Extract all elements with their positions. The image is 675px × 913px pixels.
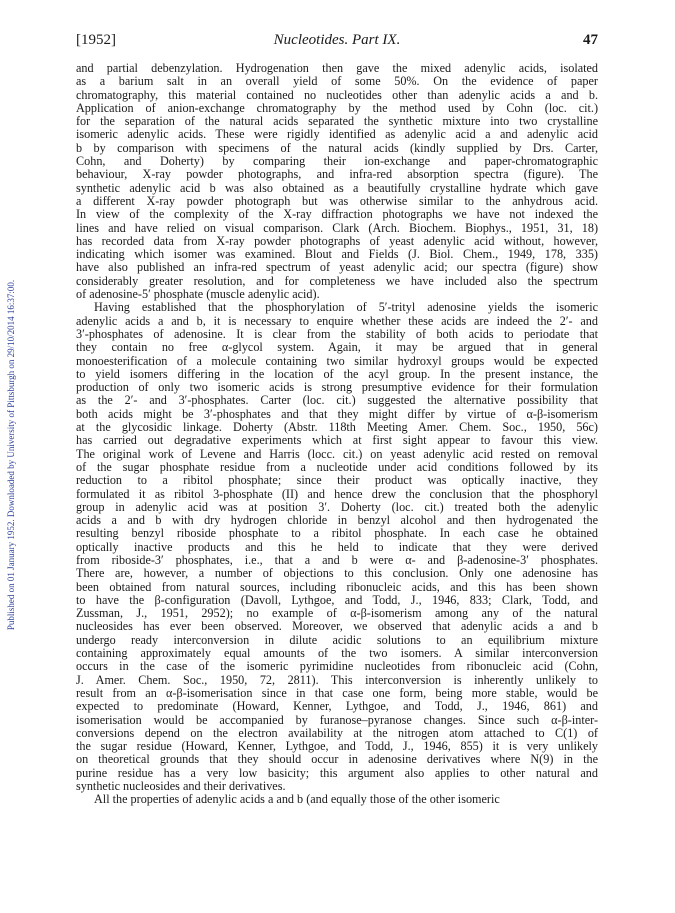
text-line: There are, however, a number of objections to this conclusion. Only one adenosine has [76,567,598,581]
text-line: purine residue has a very low basicity; this argument also applies to other natural and [76,766,598,780]
text-line: of adenosine-5′ phosphate (muscle adenylic acid). [76,288,320,302]
text-line: considerably greater resolution, and for completeness we have included also the spectrum [76,274,598,288]
text-line: resulting benzyl riboside phosphate to a ribitol phosphate. In each case he obtained [76,527,598,541]
text-line: synthetic adenylic acid b was also obtained as a beautifully crystalline hydrate which gave [76,181,598,195]
text-line: occurs in the case of the isomeric pyrimidine nucleotides from ribonucleic acid (Cohn, [76,660,598,674]
text-line: formulated it as ribitol 3-phosphate (II) and hence drew the conclusion that the phosphoryl [76,487,598,501]
text-line: the sugar residue (Howard, Kenner, Lythgoe, and Todd, J., 1946, 855) it is very unlikely [76,740,598,754]
text-line: isomeric adenylic acids. These were rigidly identified as adenylic acid a and adenylic acid [76,128,598,142]
header-year: [1952] [76,32,116,48]
text-line: Zussman, J., 1951, 2952); no example of α-β-isomerism among any of the natural [76,607,598,621]
text-line: on theoretical grounds that they should occur in adenosine derivatives where N(9) in the [76,753,598,767]
text-line: acids a and b with dry hydrogen chloride in benzyl alcohol and then hydrogenated the [76,514,598,528]
text-line: they contain no free α-glycol system. Again, it may be argued that in general [76,341,598,355]
text-line: of the sugar phosphate residue from a nucleotide under acid conditions followed by its [76,460,598,474]
paragraph [76,793,598,806]
text-line: Cohn, and Doherty) by comparing their ion-exchange and paper-chromatographic [76,155,598,169]
text-line: a different X-ray powder photograph but was otherwise similar to the anhydrous acid. [76,194,598,208]
text-line: both acids might be 3′-phosphates and that they might differ by virtue of α-β-isomerism [76,407,598,421]
text-line: expected to predominate (Howard, Kenner, Lythgoe, and Todd, J., 1946, 861) and [76,700,598,714]
text-line: and partial debenzylation. Hydrogenation then gave the mixed adenylic acids, isolated [76,62,598,75]
text-line: has carried out degradative experiments which at first sight appear to favour this view. [76,434,598,448]
text-line: The original work of Levene and Harris (locc. cit.) on yeast adenylic acid rested on removal [76,447,598,461]
text-line: behaviour, X-ray powder photographs, and infra-red absorption spectra (figure). The [76,168,598,182]
text-line: monoesterification of a molecule containing two similar hydroxyl groups would be expected [76,354,598,368]
text-line: been obtained from natural sources, including ribonucleic acids, and this has been shown [76,580,598,594]
text-line: All the properties of adenylic acids a and b (and equally those of the other isomeric [94,793,500,807]
header-title: Nucleotides. Part IX. [273,32,401,48]
text-line: In view of the complexity of the X-ray diffraction photographs we have not indexed the [76,208,598,222]
text-line: as the 2′- and 3′-phosphates. Carter (loc. cit.) suggested the alternative possibility that [76,394,598,408]
text-line: chromatography, this material contained no nucleotides other than adenylic acids a and b. [76,88,598,102]
text-line: from riboside-3′ phosphates, i.e., that a and b were α- and β-adenosine-3′ phosphates. [76,553,598,567]
text-line: undergo ready interconversion in dilute acidic solutions to an equilibrium mixture [76,633,598,647]
text-line: synthetic nucleosides and their derivatives. [76,780,286,794]
text-line: nucleosides has ever been observed. Moreover, we observed that adenylic acids a and b [76,620,598,634]
text-line: Having established that the phosphorylation of 5′-trityl adenosine yields the isomeric [94,301,598,315]
text-line: isomerisation would be accompanied by furanose–pyranose changes. Since such α-β-inter- [76,713,598,727]
text-line: as a barium salt in an overall yield of some 50%. On the evidence of paper [76,75,598,89]
text-line: b by comparison with specimens of the natural acids (kindly supplied by Drs. Carter, [76,141,598,155]
text-line: indicating which isomer was examined. Blout and Fields (J. Biol. Chem., 1949, 178, 335) [76,248,598,262]
text-line: optically inactive products and this he held to indicate that they were derived [76,540,598,554]
paragraph [76,62,598,301]
text-line: group in adenylic acid was at position 3′. Doherty (loc. cit.) treated both the adenylic [76,500,598,514]
text-line: to have the β-configuration (Davoll, Lythgoe, and Todd, J., 1946, 833; Clark, Todd, and [76,593,598,607]
text-line: production of only two isomeric acids is strong presumptive evidence for their formulation [76,381,598,395]
text-line: conversions depend on the electron availability at the nitrogen atom attached to C(1) of [76,726,598,740]
publication-notice[interactable]: Published on 01 January 1952. Downloaded by University of Pittsburgh on 29/10/2014 16:37:00. [6,279,16,631]
text-line: for the separation of the natural acids separated the synthetic mixture into two crystalline [76,115,598,129]
text-line: to yield isomers differing in the location of the acyl group. In the present instance, the [76,367,598,381]
text-line: 3′-phosphates of adenosine. It is clear from the stability of both acids to periodate that [76,327,598,341]
text-line: J. Amer. Chem. Soc., 1950, 72, 2811). This interconversion is inherently unlikely to [76,673,598,687]
text-line: at the glycosidic linkage. Doherty (Abstr. 118th Meeting Amer. Chem. Soc., 1950, 56c) [76,421,598,435]
text-line: containing approximately equal amounts of the two isomers. A similar interconversion [76,647,598,661]
page-number: 47 [583,32,598,48]
text-line: lines and have relied on visual comparison. Clark (Arch. Biochem. Biophys., 1951, 31, 18) [76,221,598,235]
text-line: Application of anion-exchange chromatography by the method used by Cohn (loc. cit.) [76,101,598,115]
text-line: reduction to a ribitol phosphate; since their product was optically inactive, they [76,474,598,488]
text-line: result from an α-β-isomerisation since in that case one form, being more stable, would be [76,686,598,700]
publication-sidebar [4,150,18,760]
running-header [76,32,598,54]
paragraph [76,301,598,793]
article-body [76,62,598,807]
text-line: has recorded data from X-ray powder photographs of yeast adenylic acid without, however, [76,234,598,248]
text-line: have also published an infra-red spectrum of yeast adenylic acid; our spectra (figure) show [76,261,598,275]
text-line: adenylic acids a and b, it is necessary to enquire whether these acids are indeed the 2′- and [76,314,598,328]
